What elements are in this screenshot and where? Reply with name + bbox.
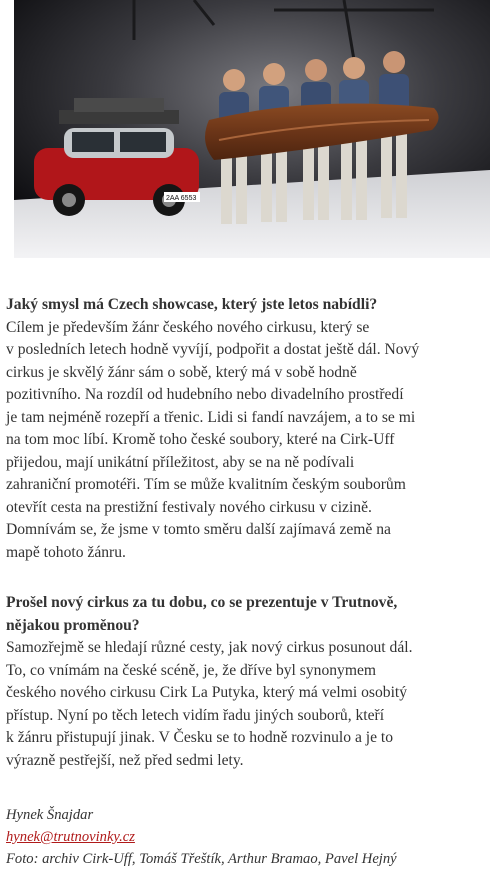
answer-1-line: mapě tohoto žánru. <box>6 543 126 561</box>
question-2-line: nějakou proměnou? <box>6 616 140 634</box>
answer-2-line: Samozřejmě se hledají různé cesty, jak nový cirkus posunout dál. <box>6 639 413 656</box>
answer-2-line: To, co vnímám na české scéně, je, že dříve byl synonymem <box>6 661 377 679</box>
author-name: Hynek Šnajdar <box>6 807 94 823</box>
author-email-link[interactable]: hynek@trutnovinky.cz <box>6 829 135 845</box>
question-1: Jaký smysl má Czech showcase, který jste letos nabídli? <box>6 296 378 313</box>
answer-1-line: v posledních letech hodně vyvíjí, podpořit a dostat ještě dál. Nový <box>6 341 420 358</box>
answer-1-line: zahraniční promotéři. Tím se může kvalitním českým souborům <box>6 476 406 493</box>
answer-1-line: přijedou, mají unikátní příležitost, aby se na ně podívali <box>6 453 355 471</box>
answer-2-line: k žánru přistupují jinak. V Česku se to hodně rozvinulo a je to <box>6 729 394 746</box>
article-credits <box>6 804 488 870</box>
answer-1-line: je tam nejméně rozepří a třenic. Lidi si fandí navzájem, a to se mi <box>6 408 416 426</box>
answer-1-line: otevřít cesta na prestižní festivaly nového cirkusu v cizině. <box>6 498 372 516</box>
answer-2-line: českého nového cirkusu Cirk La Putyka, který má velmi osobitý <box>6 684 408 701</box>
article-photo <box>14 0 490 258</box>
photo-credit: Foto: archiv Cirk-Uff, Tomáš Třeštík, Arthur Bramao, Pavel Hejný <box>6 851 397 867</box>
answer-1-line: na tom moc líbí. Kromě toho české soubory, které na Cirk-Uff <box>6 431 395 448</box>
answer-1-line: pozitivního. Na rozdíl od hudebního nebo divadelního prostředí <box>6 386 404 403</box>
paragraph-gap <box>6 564 488 586</box>
interview-text <box>6 294 488 772</box>
answer-2-line: přístup. Nyní po těch letech vidím řadu jiných souborů, kteří <box>6 706 385 724</box>
stage-photo-icon <box>14 0 490 258</box>
question-2-line: Prošel nový cirkus za tu dobu, co se prezentuje v Trutnově, <box>6 594 398 611</box>
answer-2-line: výrazně pestřejší, než před sedmi lety. <box>6 751 244 769</box>
answer-1-line: cirkus je skvělý žánr sám o sobě, který má v sobě hodně <box>6 363 357 381</box>
svg-text:2AA 6553: 2AA 6553 <box>166 195 197 202</box>
answer-1-line: Domnívám se, že jsme v tomto směru další zajímavá země na <box>6 521 391 538</box>
answer-1-line: Cílem je především žánr českého nového cirkusu, který se <box>6 318 370 336</box>
